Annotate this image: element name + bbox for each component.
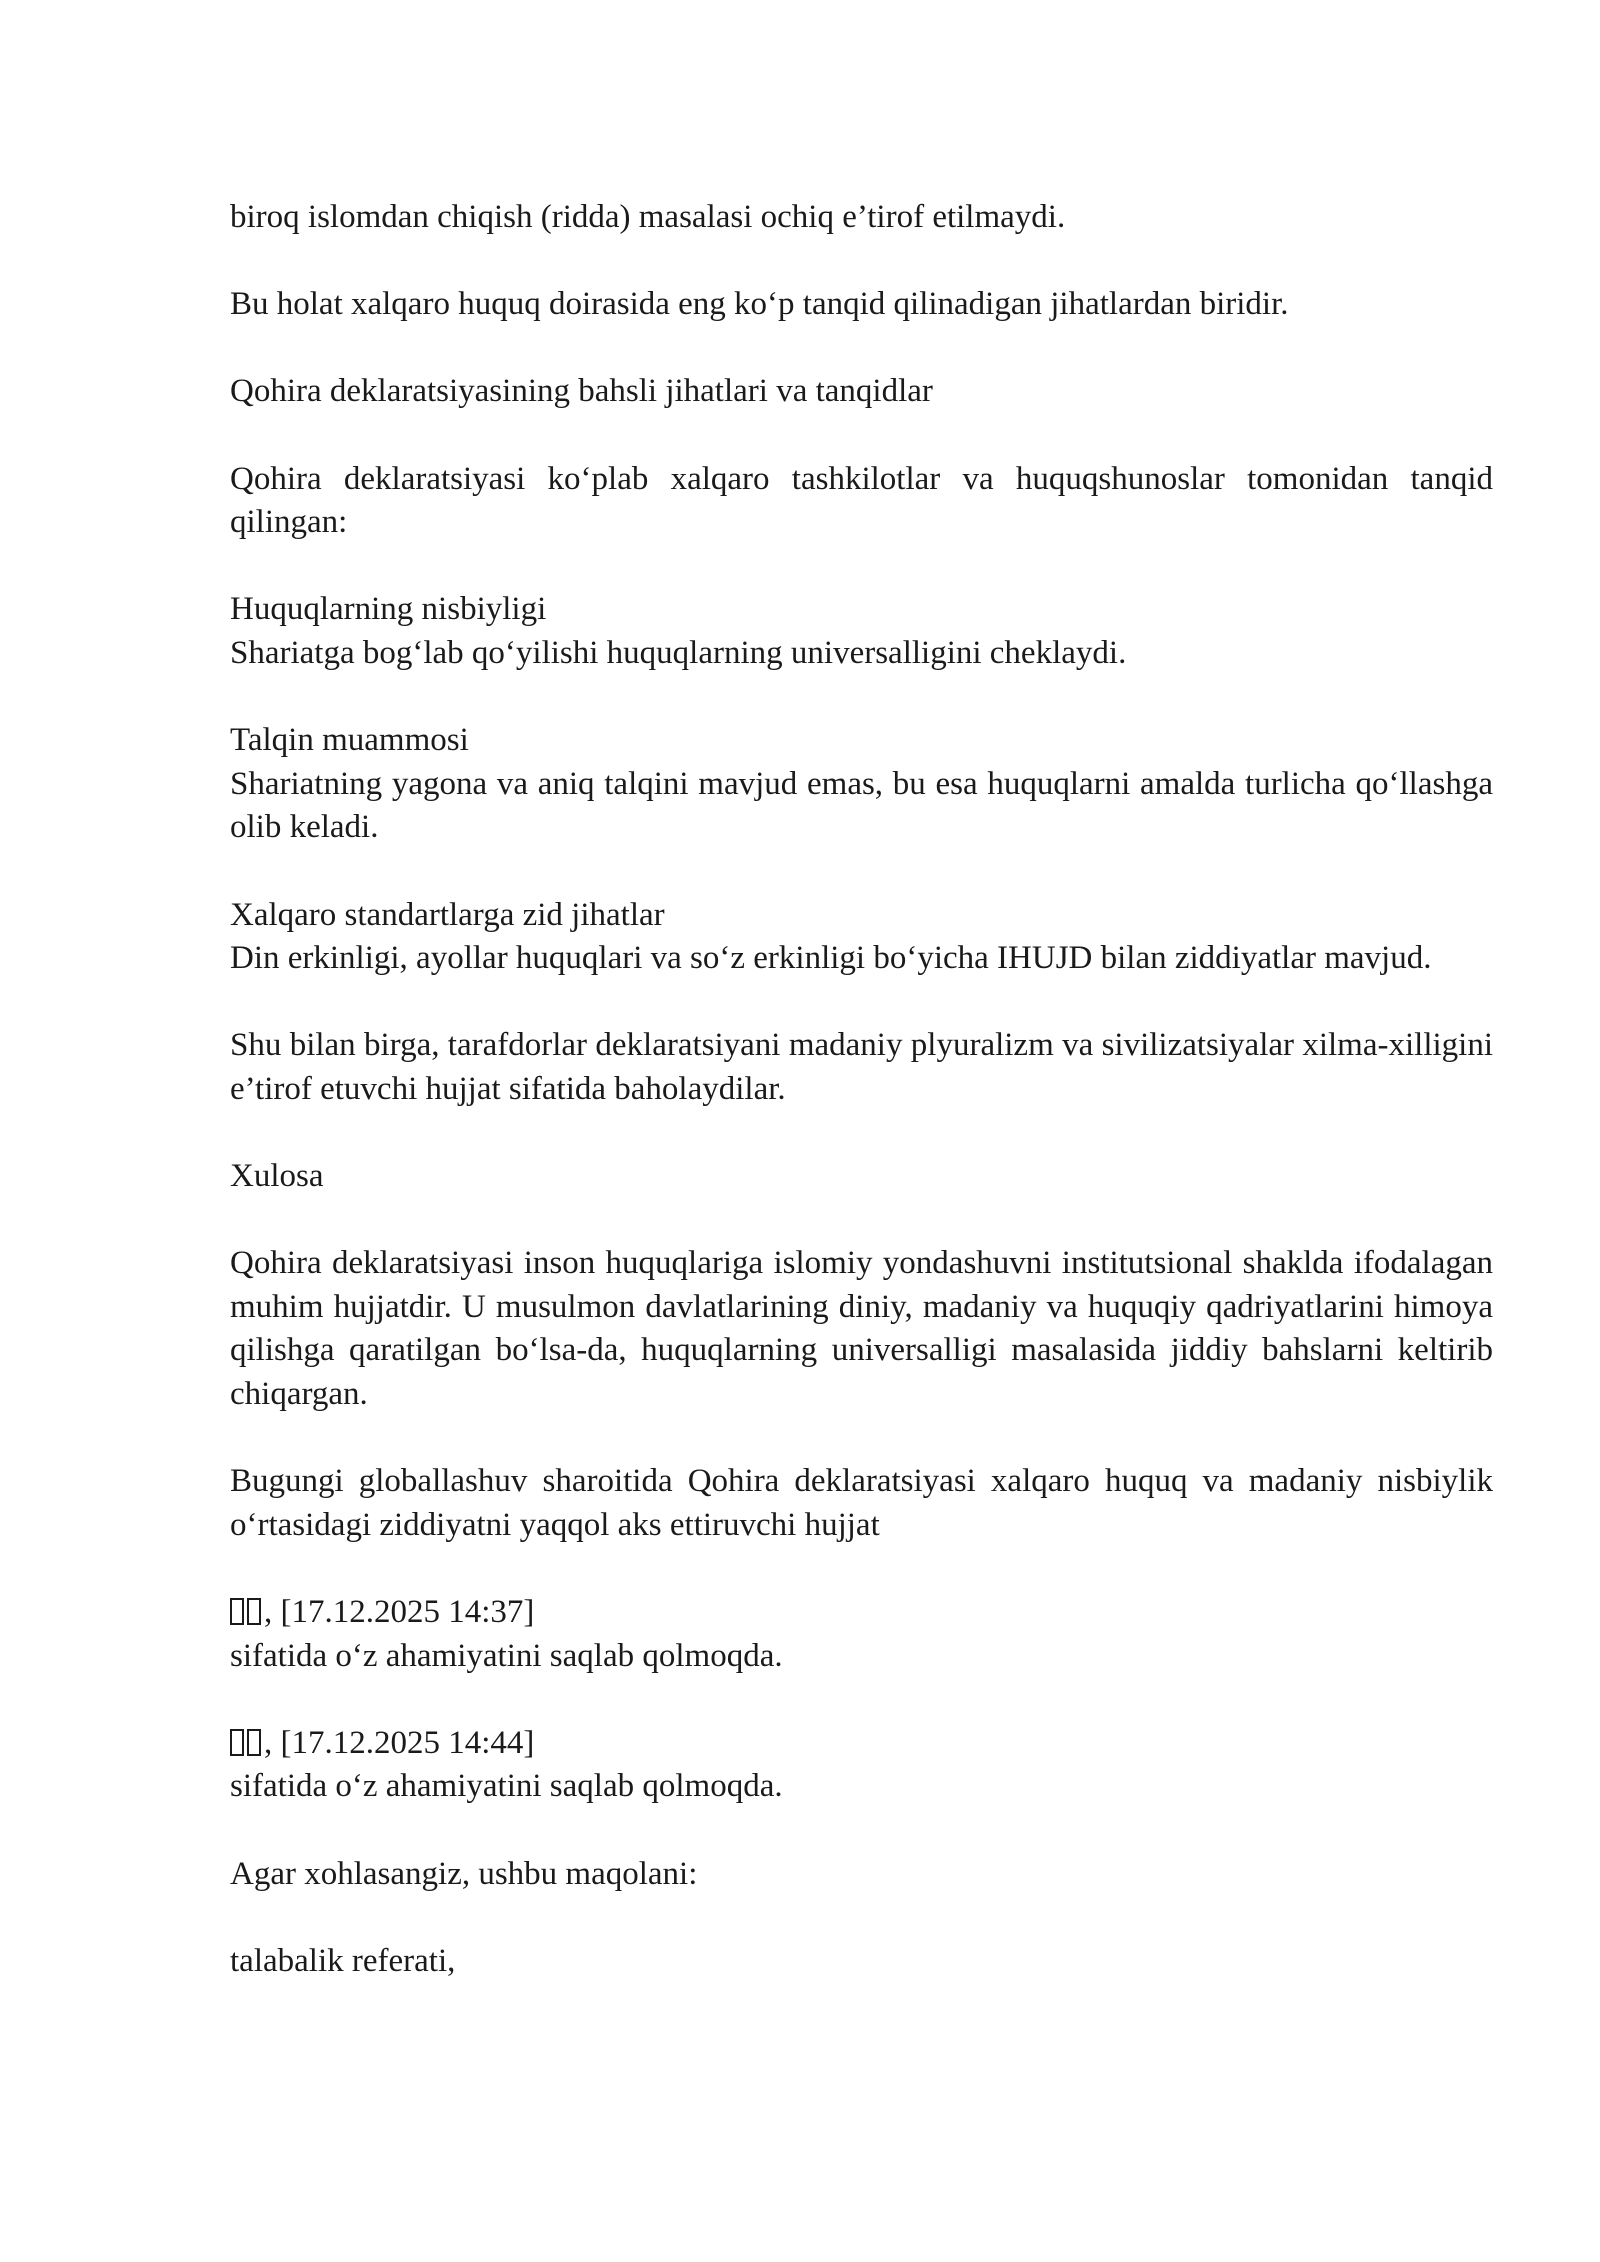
point-block	[230, 719, 1493, 850]
paragraph	[230, 1024, 1493, 1111]
point-title: Talqin muammosi	[230, 722, 469, 759]
message-timestamp: , [17.12.2025 14:37]	[264, 1594, 535, 1630]
message-header	[230, 1591, 1493, 1635]
missing-glyph-icon	[247, 1598, 261, 1625]
message-timestamp: , [17.12.2025 14:44]	[264, 1724, 535, 1761]
paragraph: talabalik referati,	[230, 1942, 456, 1979]
point-title: Xalqaro standartlarga zid jihatlar	[230, 896, 665, 933]
message-body: sifatida o‘z ahamiyatini saqlab qolmoqda.	[230, 1637, 783, 1674]
paragraph	[230, 1460, 1493, 1547]
point-body: Shariatga bog‘lab qo‘yilishi huquqlarning universalligini cheklaydi.	[230, 634, 1127, 671]
document-page	[230, 196, 1493, 2027]
missing-glyph-icon	[230, 1729, 244, 1756]
message-block	[230, 1591, 1493, 1678]
paragraph-text: Shu bilan birga, tarafdorlar deklaratsiyani madaniy plyuralizm va sivilizatsiyalar xilma-xilligini e’tirof etuvchi hujjat sifatida baholaydilar.	[230, 1027, 1493, 1107]
message-header	[230, 1722, 1493, 1766]
point-body: Din erkinligi, ayollar huquqlari va so‘z erkinligi bo‘yicha IHUJD bilan ziddiyatlar mavjud.	[230, 940, 1432, 977]
point-block	[230, 588, 1493, 675]
paragraph: Bu holat xalqaro huquq doirasida eng ko‘p tanqid qilinadigan jihatlardan biridir.	[230, 286, 1289, 323]
point-title: Huquqlarning nisbiyligi	[230, 591, 547, 628]
paragraph	[230, 458, 1493, 545]
missing-glyph-icon	[230, 1598, 244, 1625]
paragraph-text: Qohira deklaratsiyasi inson huquqlariga islomiy yondashuvni institutsional shaklda ifodalagan muhim hujjatdir. U musulmon davlatlarining diniy, madaniy va huquqiy qadriyatlarini himoya qilishga qaratilgan bo‘lsa-da, huquqlarning universalligi masalasida jiddiy bahslarni keltirib chiqargan.	[230, 1245, 1493, 1413]
message-body: sifatida o‘z ahamiyatini saqlab qolmoqda.	[230, 1768, 783, 1805]
point-block	[230, 894, 1493, 981]
point-body: Shariatning yagona va aniq talqini mavjud emas, bu esa huquqlarni amalda turlicha qo‘llashga olib keladi.	[230, 765, 1493, 846]
section-heading: Qohira deklaratsiyasining bahsli jihatlari va tanqidlar	[230, 373, 933, 410]
paragraph-text: Qohira deklaratsiyasi ko‘plab xalqaro tashkilotlar va huquqshunoslar tomonidan tanqid qilingan:	[230, 460, 1493, 541]
message-block	[230, 1722, 1493, 1809]
missing-glyph-icon	[247, 1729, 261, 1756]
paragraph: biroq islomdan chiqish (ridda) masalasi ochiq e’tirof etilmaydi.	[230, 199, 1066, 235]
paragraph-text: Bugungi globallashuv sharoitida Qohira deklaratsiyasi xalqaro huquq va madaniy nisbiylik o‘rtasidagi ziddiyatni yaqqol aks ettiruvchi hujjat	[230, 1463, 1493, 1543]
section-heading: Xulosa	[230, 1158, 324, 1195]
paragraph: Agar xohlasangiz, ushbu maqolani:	[230, 1855, 698, 1892]
paragraph	[230, 1242, 1493, 1416]
